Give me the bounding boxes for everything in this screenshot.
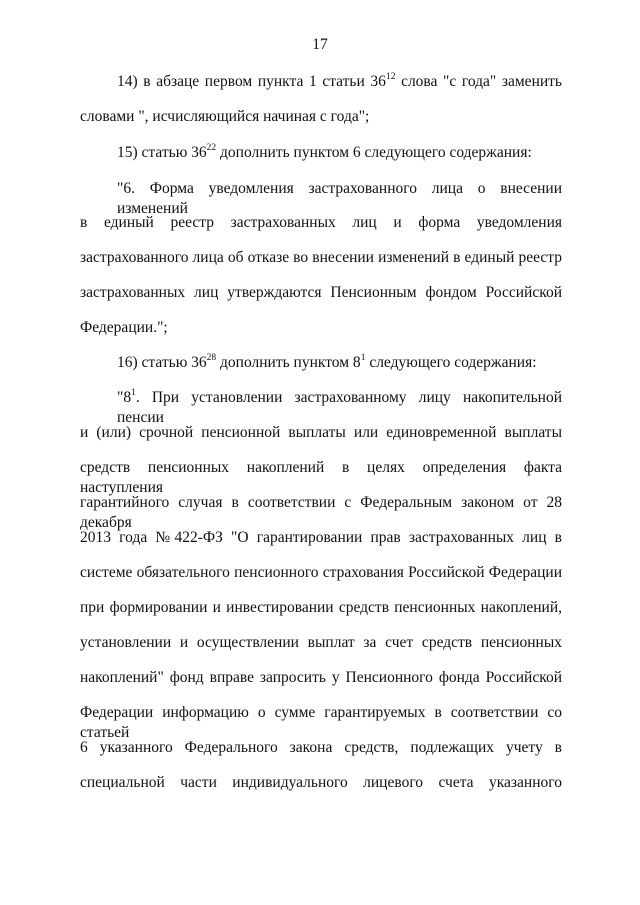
point-8-1-line-11: 6 указанного Федерального закона средств, подлежащих учету в [80,739,562,756]
item-16-text-c: следующего содержания: [365,354,537,371]
point-8-1-line-10: Федерации информацию о сумме гарантируемых в соответствии со статьей [80,704,562,741]
point-6-line-5: Федерации."; [80,319,168,336]
point-8-1-line-8: установлении и осуществлении выплат за счет средств пенсионных [80,634,562,651]
point-8-1-line-1 [117,388,562,428]
point-8-1-line-3: средств пенсионных накоплений в целях определения факта наступления [80,459,562,496]
page-number: 17 [312,36,328,53]
item-14-text-b: слова "с года" заменить [395,73,562,90]
item-16-line-1 [117,353,562,373]
item-15-line-1 [117,143,562,163]
point-8-1-line-2: и (или) срочной пенсионной выплаты или единовременной выплаты [80,424,562,441]
item-14-line-1 [117,72,562,92]
point-6-line-4: застрахованных лиц утверждаются Пенсионным фондом Российской [80,284,562,301]
point-8-1-line-6: системе обязательного пенсионного страхования Российской Федерации [80,564,562,581]
item-14-text-a: 14) в абзаце первом пункта 1 статьи 36 [117,73,386,90]
point-8-1-line-9: накоплений" фонд вправе запросить у Пенсионного фонда Российской [80,669,562,686]
item-14-line-2: словами ", исчисляющийся начиная с года"; [80,108,370,125]
point-8-1-text-b: . При установлении застрахованному лицу накопительной пенсии [117,389,562,426]
item-15-superscript: 22 [206,142,217,153]
point-8-1-text-a: "8 [117,389,132,406]
item-15-text-a: 15) статью 36 [117,144,207,161]
item-15-text-b: дополнить пунктом 6 следующего содержания: [216,144,532,161]
item-16-text-b: дополнить пунктом 8 [216,354,361,371]
point-6-line-2: в единый реестр застрахованных лиц и форма уведомления [80,214,562,231]
point-6-line-3: застрахованного лица об отказе во внесении изменений в единый реестр [80,249,562,266]
item-14-superscript: 12 [385,71,396,82]
point-8-1-line-4: гарантийного случая в соответствии с Федеральным законом от 28 декабря [80,494,562,531]
item-16-superscript-2: 1 [360,352,366,363]
point-6-line-1: "6. Форма уведомления застрахованного лица о внесении изменений [117,180,562,217]
point-8-1-superscript: 1 [131,387,136,398]
point-8-1-line-7: при формировании и инвестировании средств пенсионных накоплений, [80,599,562,616]
point-8-1-line-12: специальной части индивидуального лицевого счета указанного [80,774,562,791]
item-16-text-a: 16) статью 36 [117,354,207,371]
point-8-1-line-5: 2013 года №422-ФЗ "О гарантировании прав застрахованных лиц в [80,529,562,546]
item-16-superscript: 28 [206,352,217,363]
